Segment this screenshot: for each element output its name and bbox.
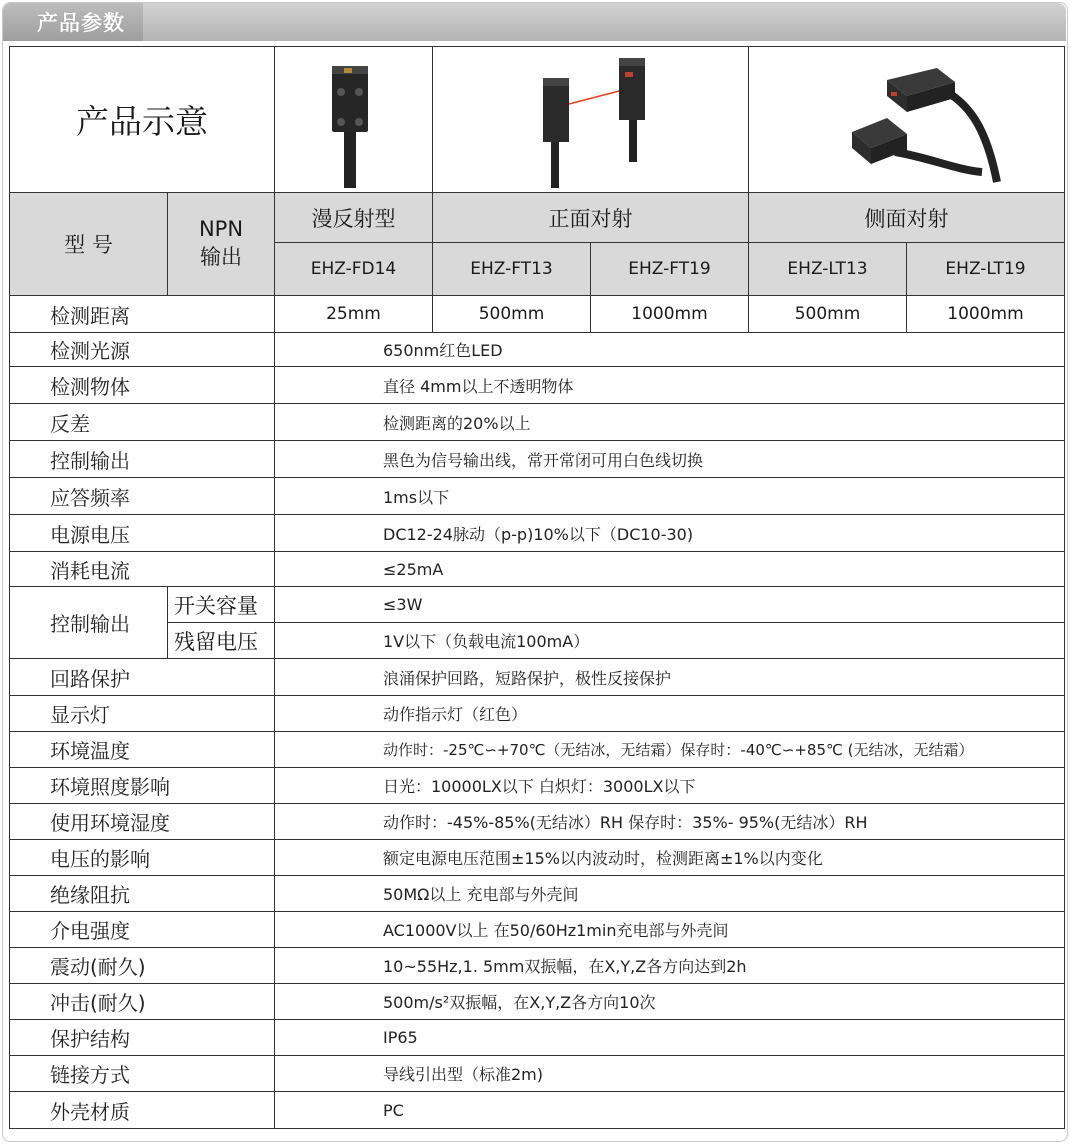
- spec-label: 保护结构: [10, 1020, 275, 1056]
- model-label: 型 号: [10, 193, 168, 296]
- spec-value: 动作时：-45%-85%(无结冰）RH 保存时：35%- 95%(无结冰）RH: [275, 804, 1065, 840]
- spec-value: 黑色为信号输出线，常开常闭可用白色线切换: [275, 441, 1065, 478]
- diffuse-sensor-image: [314, 52, 394, 188]
- title-bar: [3, 3, 1066, 41]
- spec-value: 500m/s²双振幅，在X,Y,Z各方向10次: [275, 984, 1065, 1020]
- model-cell: EHZ-LT13: [749, 243, 907, 296]
- spec-row: [10, 948, 1065, 984]
- spec-row: [10, 912, 1065, 948]
- spec-label: 环境温度: [10, 732, 275, 768]
- product-image-fd14: [275, 47, 433, 193]
- model-cell: EHZ-LT19: [907, 243, 1065, 296]
- spec-label: 应答频率: [10, 478, 275, 515]
- spec-row: [10, 367, 1065, 404]
- spec-label: 震动(耐久): [10, 948, 275, 984]
- spec-value: 10~55Hz,1. 5mm双振幅，在X,Y,Z各方向达到2h: [275, 948, 1065, 984]
- spec-label: 检测物体: [10, 367, 275, 404]
- spec-row: [10, 1056, 1065, 1092]
- spec-table: [9, 46, 1065, 1129]
- model-cell: EHZ-FT19: [591, 243, 749, 296]
- spec-row: [10, 1020, 1065, 1056]
- spec-value: 650nm红色LED: [275, 333, 1065, 367]
- spec-row: [10, 623, 1065, 659]
- spec-label: 环境照度影响: [10, 768, 275, 804]
- illustration-row: [10, 47, 1065, 193]
- spec-value: AC1000V以上 在50/60Hz1min充电部与外壳间: [275, 912, 1065, 948]
- spec-label: 检测光源: [10, 333, 275, 367]
- spec-sublabel: 残留电压: [168, 623, 275, 659]
- spec-row: [10, 404, 1065, 441]
- spec-row: [10, 333, 1065, 367]
- spec-row: [10, 840, 1065, 876]
- spec-value: ≤25mA: [275, 552, 1065, 587]
- type-diffuse: 漫反射型: [275, 193, 433, 243]
- spec-value: 1ms以下: [275, 478, 1065, 515]
- spec-row: [10, 552, 1065, 587]
- type-side-through: 侧面对射: [749, 193, 1065, 243]
- spec-label: 介电强度: [10, 912, 275, 948]
- spec-row: [10, 696, 1065, 732]
- illustration-label: 产品示意: [10, 47, 275, 193]
- model-cell: EHZ-FD14: [275, 243, 433, 296]
- product-image-lt: [749, 47, 1065, 193]
- model-cell: EHZ-FT13: [433, 243, 591, 296]
- spec-label: 电源电压: [10, 515, 275, 552]
- side-beam-sensor-image: [807, 52, 1007, 188]
- spec-value: IP65: [275, 1020, 1065, 1056]
- spec-row: [10, 478, 1065, 515]
- distance-cell: 500mm: [433, 296, 591, 333]
- spec-row: [10, 441, 1065, 478]
- spec-row: [10, 515, 1065, 552]
- distance-cell: 25mm: [275, 296, 433, 333]
- spec-label: 使用环境湿度: [10, 804, 275, 840]
- spec-value: 动作指示灯（红色）: [275, 696, 1065, 732]
- spec-label: 反差: [10, 404, 275, 441]
- spec-row: [10, 876, 1065, 912]
- through-beam-sensor-image: [491, 52, 691, 188]
- spec-label: 消耗电流: [10, 552, 275, 587]
- spec-value: 直径 4mm以上不透明物体: [275, 367, 1065, 404]
- spec-value: 检测距离的20%以上: [275, 404, 1065, 441]
- spec-value: 导线引出型（标准2m): [275, 1056, 1065, 1092]
- spec-row: [10, 984, 1065, 1020]
- spec-value: 日光：10000LX以下 白炽灯：3000LX以下: [275, 768, 1065, 804]
- spec-label: 链接方式: [10, 1056, 275, 1092]
- output-type-line2: 输出: [200, 245, 242, 269]
- spec-value: 1V以下（负载电流100mA）: [275, 623, 1065, 659]
- type-front-through: 正面对射: [433, 193, 749, 243]
- spec-value: DC12-24脉动（p-p)10%以下（DC10-30): [275, 515, 1065, 552]
- spec-value: PC: [275, 1092, 1065, 1129]
- section-title: 产品参数: [37, 11, 125, 35]
- spec-label: 外壳材质: [10, 1092, 275, 1129]
- spec-label: 检测距离: [10, 296, 275, 333]
- spec-label: 回路保护: [10, 659, 275, 696]
- spec-row: [10, 1092, 1065, 1129]
- spec-value: 额定电源电压范围±15%以内波动时，检测距离±1%以内变化: [275, 840, 1065, 876]
- spec-value: ≤3W: [275, 587, 1065, 623]
- spec-value: 浪涌保护回路，短路保护，极性反接保护: [275, 659, 1065, 696]
- spec-value: 动作时：-25℃∽+70℃（无结冰，无结霜）保存时：-40℃∽+85℃ (无结冰，无结霜）: [275, 732, 1065, 768]
- spec-value: 50MΩ以上 充电部与外壳间: [275, 876, 1065, 912]
- spec-label: 显示灯: [10, 696, 275, 732]
- output-type-line1: NPN: [198, 217, 244, 241]
- spec-row: [10, 659, 1065, 696]
- type-row: [10, 193, 1065, 243]
- spec-sublabel: 开关容量: [168, 587, 275, 623]
- product-image-ft: [433, 47, 749, 193]
- spec-label: 冲击(耐久): [10, 984, 275, 1020]
- spec-label: 控制输出: [10, 587, 168, 659]
- distance-cell: 1000mm: [907, 296, 1065, 333]
- spec-row: [10, 587, 1065, 623]
- spec-label: 绝缘阻抗: [10, 876, 275, 912]
- distance-cell: 1000mm: [591, 296, 749, 333]
- spec-row: [10, 732, 1065, 768]
- spec-row: [10, 768, 1065, 804]
- output-type-label: [168, 193, 275, 296]
- distance-cell: 500mm: [749, 296, 907, 333]
- spec-row: [10, 296, 1065, 333]
- spec-label: 电压的影响: [10, 840, 275, 876]
- spec-label: 控制输出: [10, 441, 275, 478]
- spec-row: [10, 804, 1065, 840]
